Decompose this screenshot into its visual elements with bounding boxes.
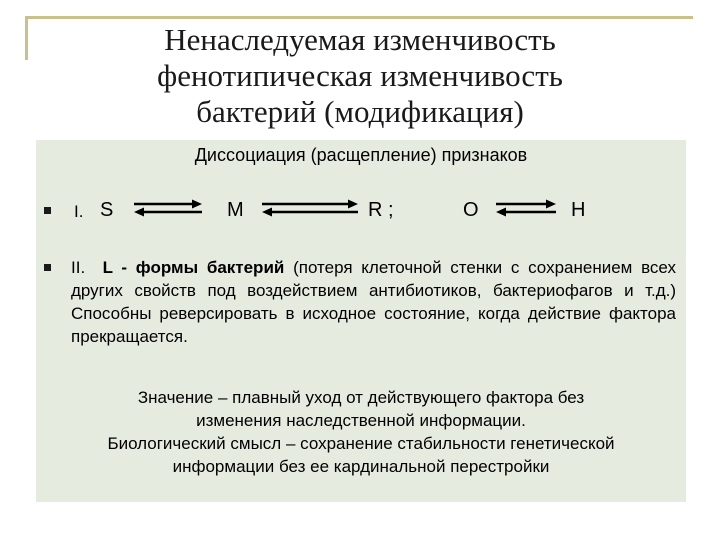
bullet-icon: [44, 264, 51, 271]
conclusion-line-1: Значение – плавный уход от действующего фактора без: [137, 388, 585, 407]
item2-text: (потеря клеточной стенки с сохранением всех других свойств под воздействием антибиотиков, бактериофагов и т.д.) Способны реверсировать в исходное состояние, когда действие фактора прекращается.: [71, 258, 676, 346]
item1-m: M: [227, 199, 244, 221]
conclusion-line-3: Биологический смысл – сохранение стабильности генетической: [107, 434, 615, 453]
item1-marker: I.: [74, 202, 84, 221]
double-arrow-icon: [132, 198, 204, 218]
conclusion-line-4: информации без ее кардинальной перестройки: [172, 457, 550, 476]
double-arrow-icon: [494, 198, 558, 218]
title-line-3: бактерий (модификация): [196, 94, 524, 129]
subheading: Диссоциация (расщепление) признаков: [194, 145, 528, 165]
item1-s: S: [100, 199, 114, 221]
content-panel: [36, 140, 686, 502]
title-line-2: фенотипическая изменчивость: [157, 58, 563, 93]
item1-h: H: [571, 199, 586, 221]
item1-o: O: [463, 199, 479, 221]
conclusion-block: [36, 386, 686, 478]
item1-r: R ;: [368, 199, 394, 221]
top-decorative-rule: [25, 16, 693, 19]
conclusion-line-2: изменения наследственной информации.: [196, 411, 526, 430]
item2-paragraph: [71, 256, 676, 348]
item2-marker: II.: [71, 258, 86, 277]
title-line-1: Ненаследуемая изменчивость: [164, 22, 556, 57]
slide-title: [60, 22, 660, 130]
double-arrow-icon: [260, 198, 360, 218]
item2-term: L - формы бактерий: [102, 258, 285, 277]
left-decorative-rule: [25, 16, 28, 60]
bullet-icon: [44, 207, 51, 214]
